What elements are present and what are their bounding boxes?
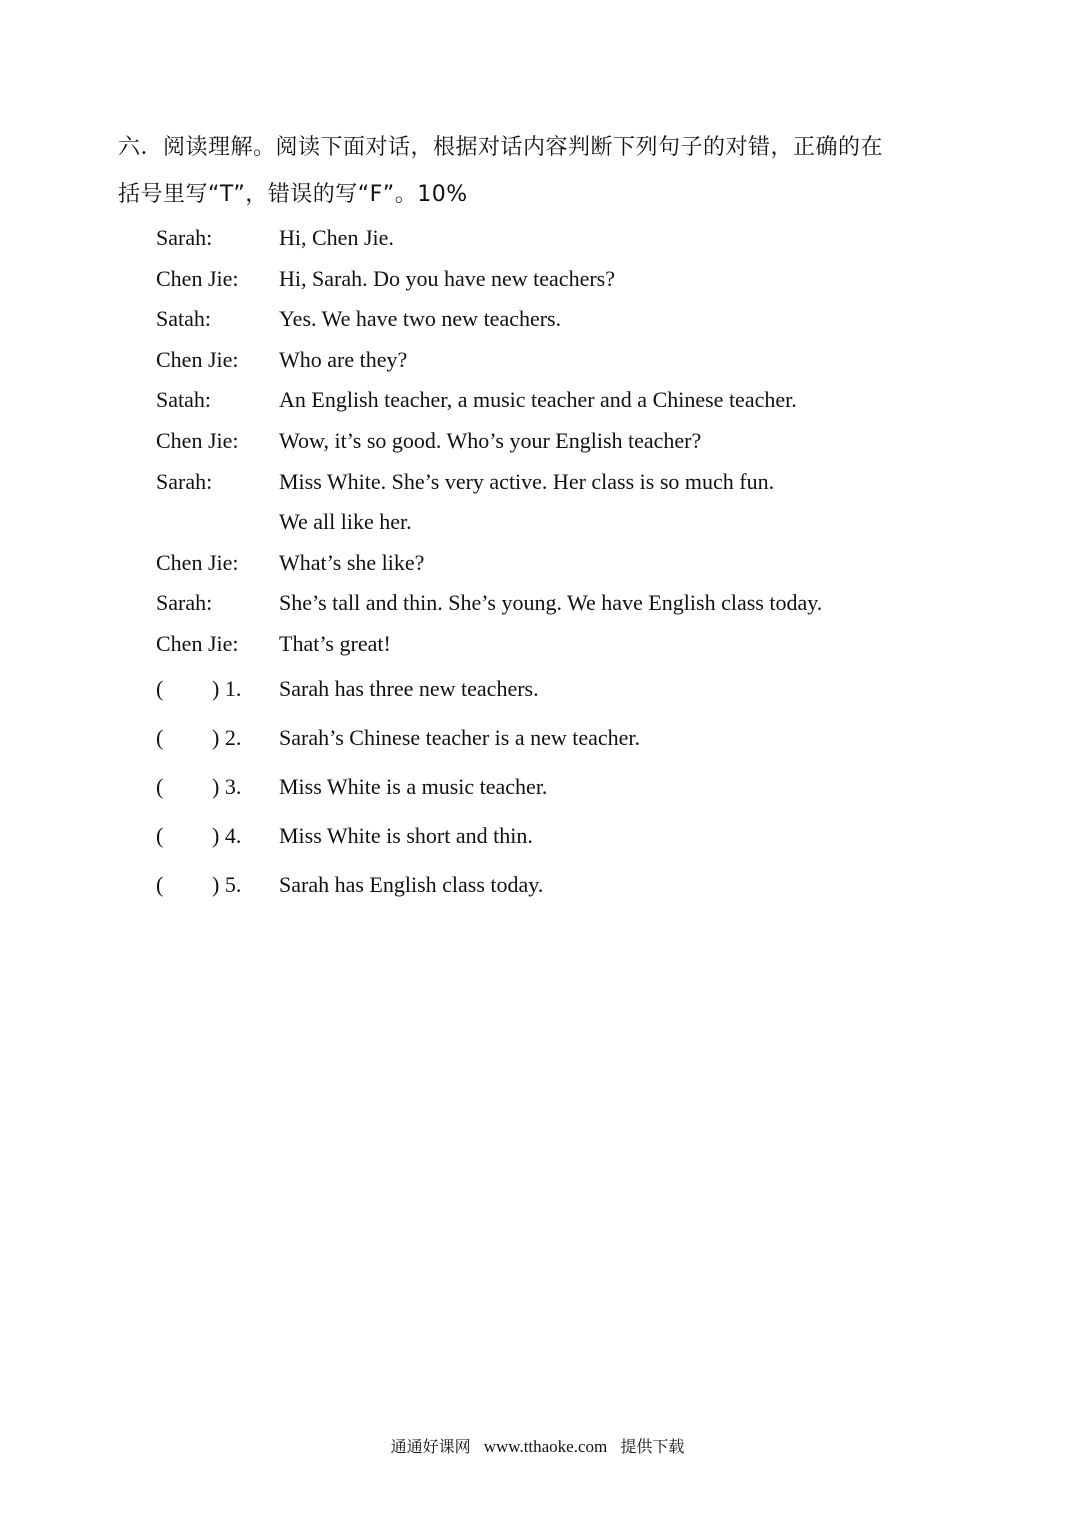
speaker-name: Chen Jie: [156,630,239,656]
utterance: That’s great! [279,630,391,656]
question-text: Miss White is short and thin. [279,822,533,848]
speaker-name: Satah: [156,387,211,413]
dialogue-line [156,259,976,300]
footer-site-name: 通通好课网 [390,1437,471,1456]
speaker-name: Satah: [156,306,211,332]
answer-blank[interactable]: ( [156,676,164,701]
question-item [156,665,976,714]
footer-note: 提供下载 [620,1437,685,1456]
question-text: Sarah’s Chinese teacher is a new teacher. [279,724,641,750]
footer-url[interactable]: www.tthaoke.com [483,1437,608,1456]
dialogue-line [156,299,976,340]
question-number: ) 4. [212,822,242,848]
question-number: ) 5. [212,871,242,897]
utterance: Who are they? [279,346,408,372]
question-item [156,812,976,861]
dialogue-line [156,421,976,462]
dialogue-line [156,218,976,259]
utterance: Wow, it’s so good. Who’s your English teacher? [279,427,702,453]
utterance: What’s she like? [279,549,425,575]
question-item [156,763,976,812]
answer-blank[interactable]: ( [156,773,164,799]
speaker-name: Chen Jie: [156,346,239,372]
speaker-name [156,502,279,543]
question-item [156,861,976,910]
answer-blank[interactable]: ( [156,724,164,750]
dialogue-line [156,583,976,624]
speaker-name: Chen Jie: [156,427,239,453]
dialogue-line-continuation [156,502,976,543]
question-number: ) 2. [212,724,242,750]
utterance: Miss White. She’s very active. Her class is so much fun. [279,468,775,494]
answer-blank[interactable]: ( [156,822,164,848]
question-item [156,714,976,763]
speaker-name: Sarah: [156,590,213,616]
heading-line-1: 六．阅读理解。阅读下面对话，根据对话内容判断下列句子的对错，正确的在 [118,135,884,160]
section-heading [118,124,978,218]
speaker-name: Sarah: [156,468,213,494]
dialogue-line [156,543,976,584]
speaker-name: Chen Jie: [156,549,239,575]
utterance: She’s tall and thin. She’s young. We have English class today. [279,590,823,616]
dialogue-line [156,340,976,381]
dialogue-line [156,380,976,421]
utterance: Hi, Sarah. Do you have new teachers? [279,265,615,291]
dialogue-line [156,462,976,503]
speaker-name: Sarah: [156,225,213,250]
dialogue-line [156,624,976,665]
utterance: Hi, Chen Jie. [279,225,394,250]
page-footer [0,1434,1075,1460]
question-text: Sarah has English class today. [279,871,544,897]
utterance: We all like her. [279,509,412,535]
question-number: ) 3. [212,773,242,799]
question-text: Sarah has three new teachers. [279,676,539,701]
question-text: Miss White is a music teacher. [279,773,548,799]
answer-blank[interactable]: ( [156,871,164,897]
question-number: ) 1. [212,676,242,701]
speaker-name: Chen Jie: [156,265,239,291]
true-false-questions [156,665,976,909]
utterance: Yes. We have two new teachers. [279,306,562,332]
utterance: An English teacher, a music teacher and a Chinese teacher. [279,387,797,413]
heading-line-2: 括号里写“T”，错误的写“F”。10% [118,182,468,207]
dialogue [156,218,976,665]
